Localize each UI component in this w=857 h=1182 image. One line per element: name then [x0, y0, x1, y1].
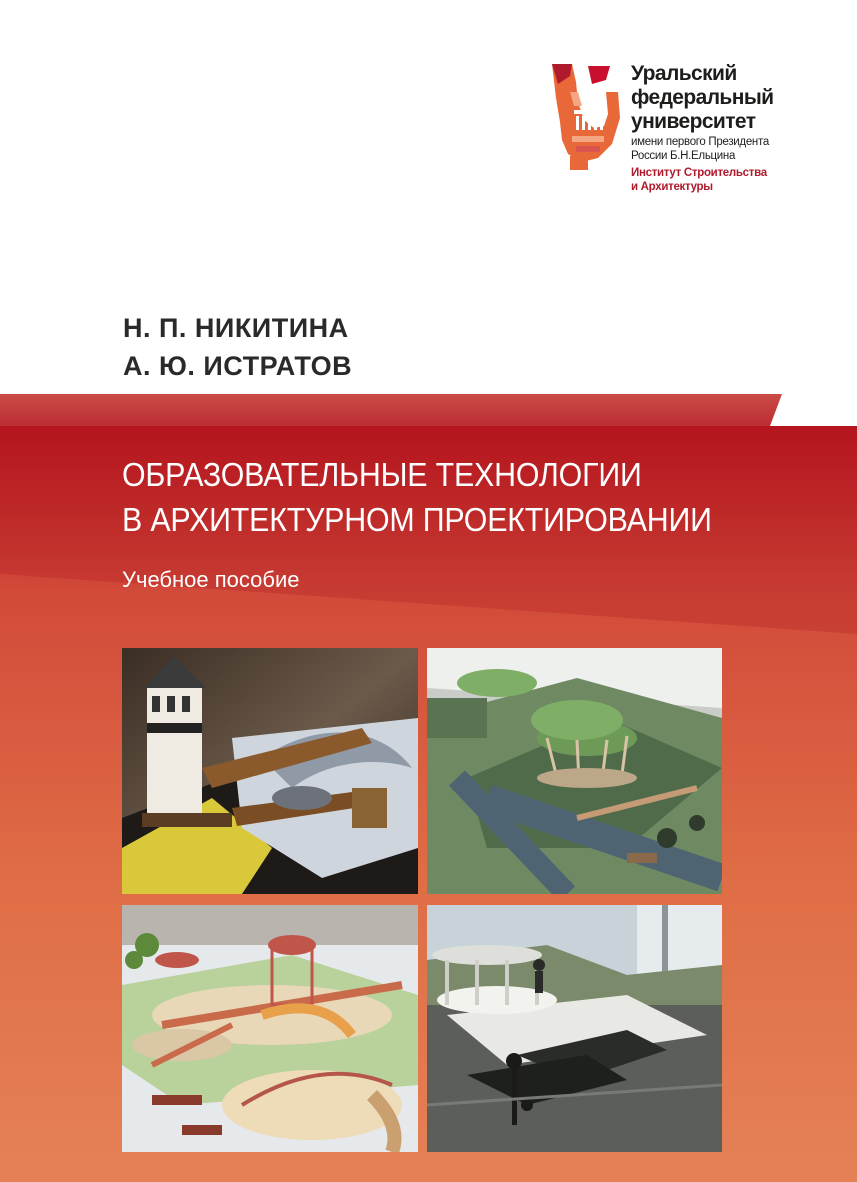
author-name: Н. П. НИКИТИНА	[123, 313, 349, 343]
book-subtitle: Учебное пособие	[122, 567, 300, 592]
university-name	[631, 62, 773, 134]
university-logo	[548, 62, 808, 212]
institute-name-line: Институт Строительства	[631, 167, 767, 179]
title-line: В АРХИТЕКТУРНОМ ПРОЕКТИРОВАНИИ	[122, 501, 712, 538]
title-line: ОБРАЗОВАТЕЛЬНЫЕ ТЕХНОЛОГИИ	[122, 456, 642, 493]
playground-model-photo	[122, 905, 418, 1152]
institute-name	[631, 167, 767, 194]
pavilion-model-photo	[427, 648, 722, 894]
author-name: А. Ю. ИСТРАТОВ	[123, 351, 353, 381]
urfu-logo-mark-icon	[548, 62, 620, 174]
institute-name-line: и Архитектуры	[631, 180, 713, 193]
terrace-model-photo	[427, 905, 722, 1152]
university-subtitle	[631, 136, 769, 163]
university-name-line: Уральский	[631, 62, 737, 85]
lighthouse-model-photo	[122, 648, 418, 894]
university-subtitle-line: России Б.Н.Ельцина	[631, 149, 736, 162]
university-subtitle-line: имени первого Президента	[631, 136, 769, 148]
university-name-line: университет	[631, 110, 756, 133]
university-name-line: федеральный	[631, 86, 774, 109]
book-title	[122, 452, 712, 542]
authors	[123, 309, 352, 385]
